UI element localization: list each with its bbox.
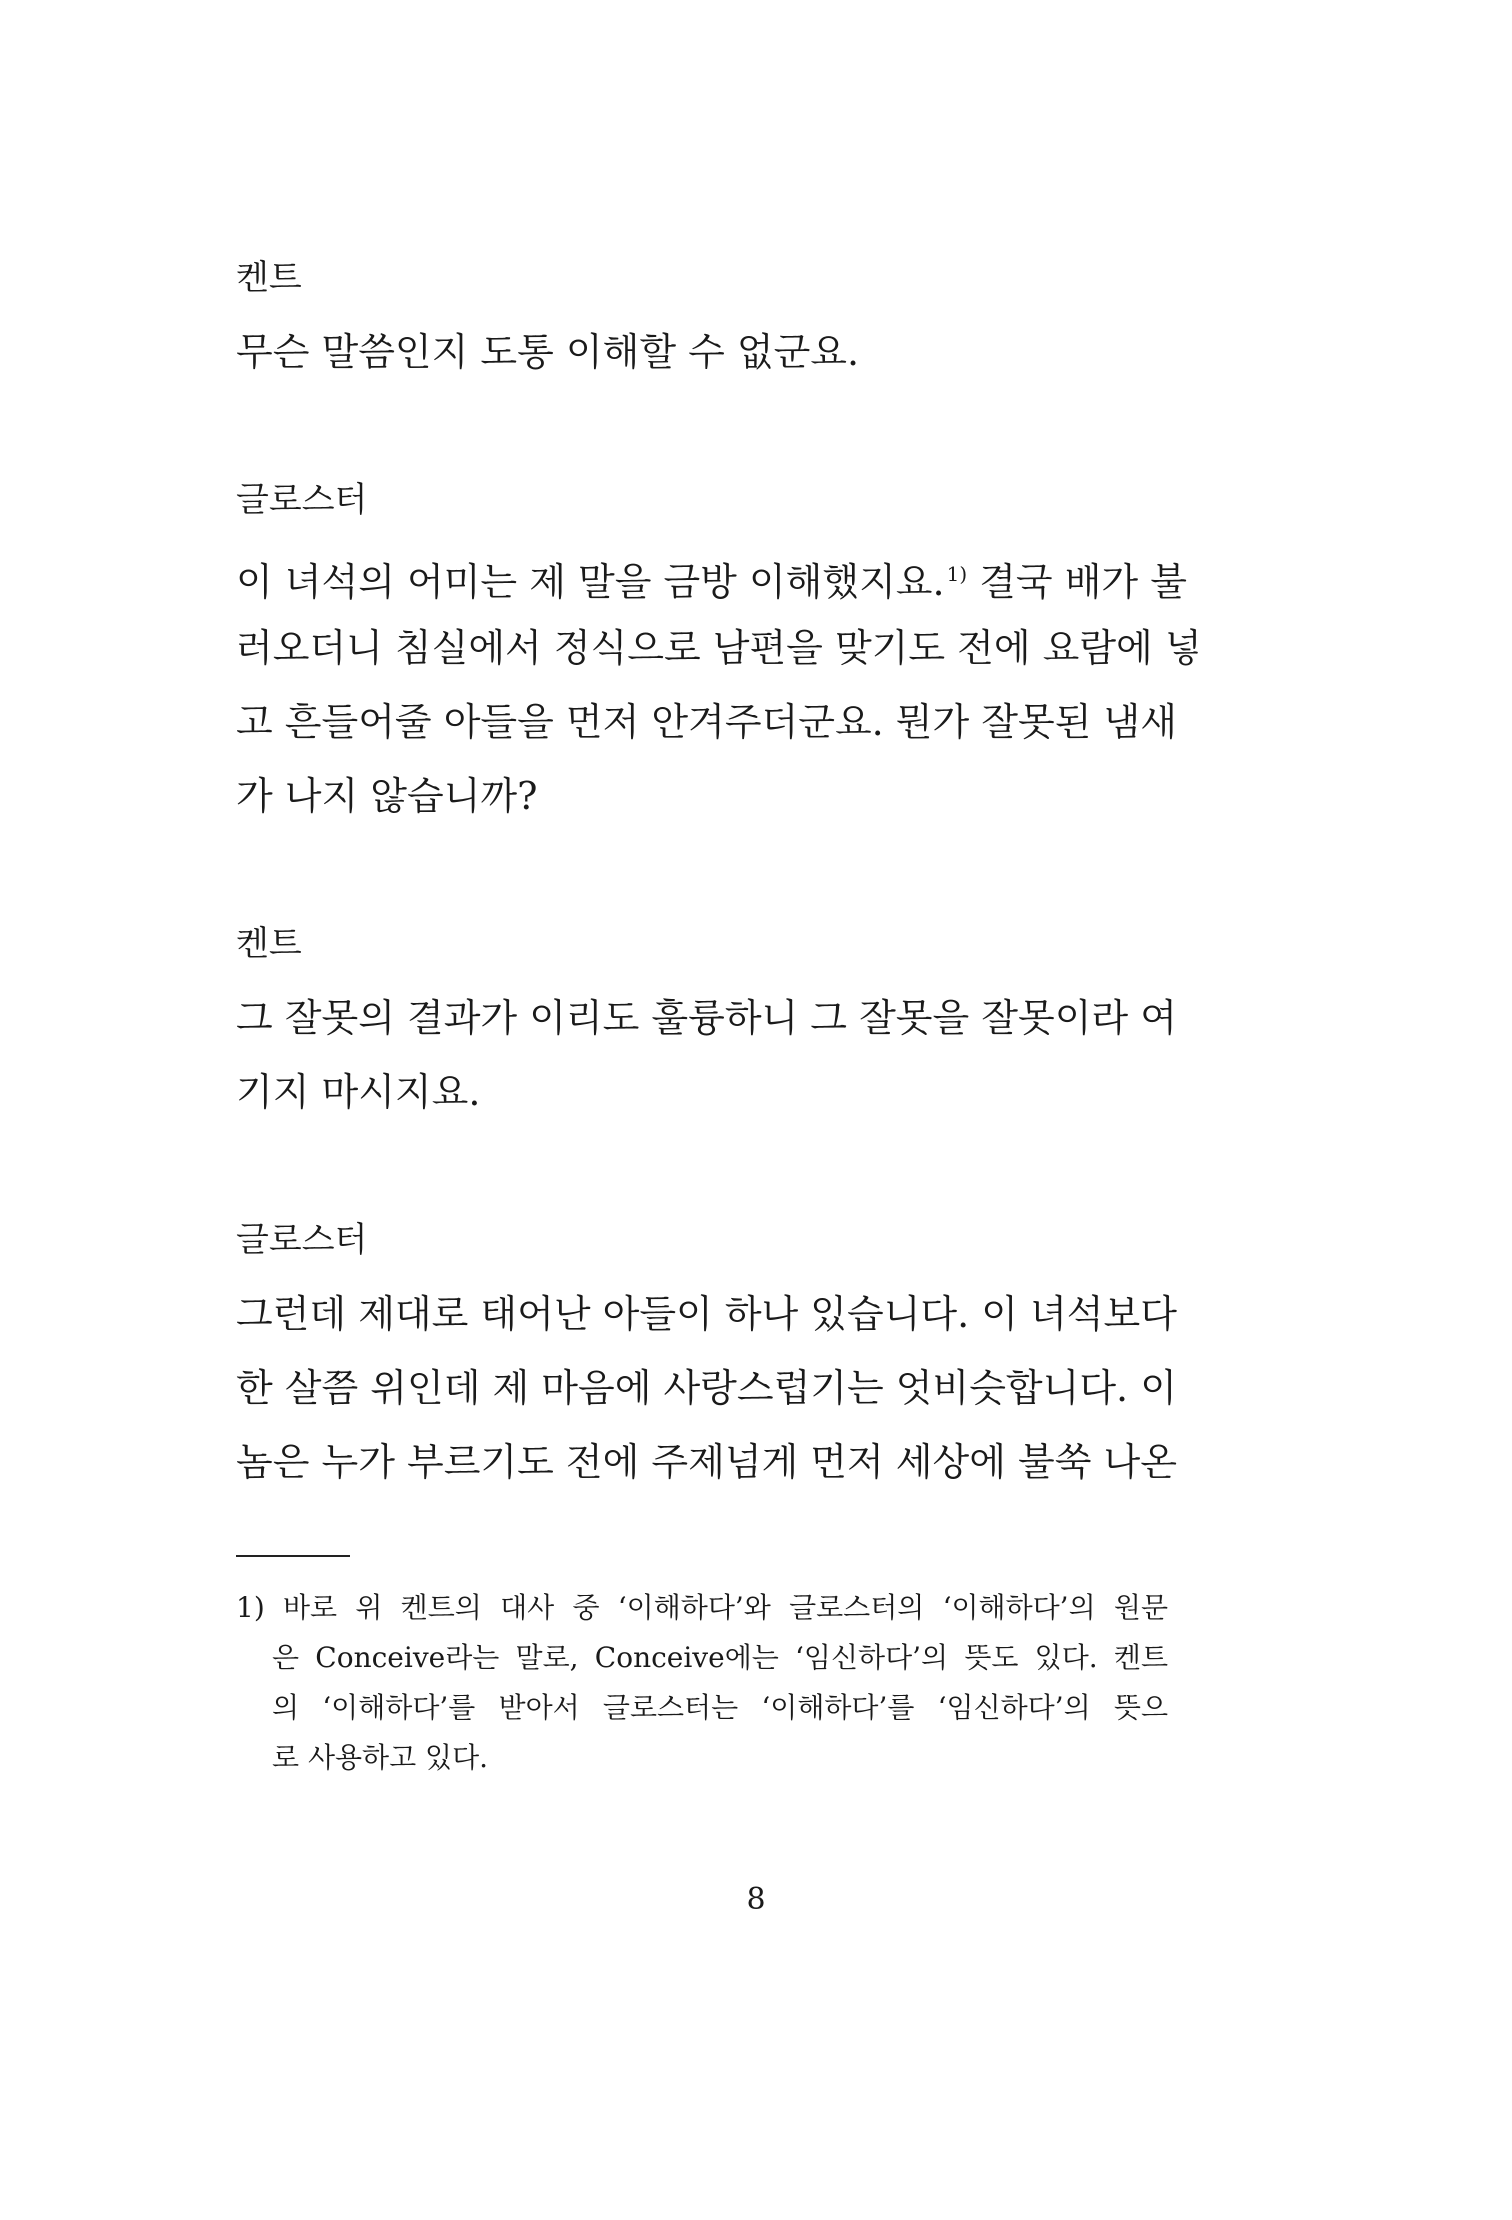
speaker-name: 글로스터 bbox=[236, 1220, 368, 1260]
dialogue-text: 이 녀석의 어미는 제 말을 금방 이해했지요. bbox=[236, 560, 945, 604]
footnote-divider bbox=[236, 1555, 350, 1557]
dialogue-line: 그 잘못의 결과가 이리도 훌륭하니 그 잘못을 잘못이라 여 bbox=[236, 996, 1177, 1040]
dialogue-line: 가 나지 않습니까? bbox=[236, 774, 538, 818]
dialogue-line: 기지 마시지요. bbox=[236, 1070, 481, 1114]
speaker-name: 글로스터 bbox=[236, 480, 368, 520]
dialogue-line bbox=[236, 550, 1187, 606]
speaker-name: 켄트 bbox=[236, 258, 302, 298]
footnote-line: 1) 바로 위 켄트의 대사 중 ‘이해하다’와 글로스터의 ‘이해하다’의 원문 bbox=[236, 1591, 1168, 1624]
dialogue-line: 러오더니 침실에서 정식으로 남편을 맞기도 전에 요람에 넣 bbox=[236, 626, 1202, 670]
footnote-reference: 1) bbox=[946, 562, 968, 586]
footnote-line: 로 사용하고 있다. bbox=[272, 1741, 489, 1774]
footnote-line: 의 ‘이해하다’를 받아서 글로스터는 ‘이해하다’를 ‘임신하다’의 뜻으 bbox=[272, 1691, 1168, 1724]
page-number: 8 bbox=[746, 1882, 766, 1917]
dialogue-line: 고 흔들어줄 아들을 먼저 안겨주더군요. 뭔가 잘못된 냄새 bbox=[236, 700, 1177, 744]
footnote-line: 은 Conceive라는 말로, Conceive에는 ‘임신하다’의 뜻도 있다. 켄트 bbox=[272, 1641, 1168, 1674]
dialogue-line: 그런데 제대로 태어난 아들이 하나 있습니다. 이 녀석보다 bbox=[236, 1292, 1177, 1336]
dialogue-text: 결국 배가 불 bbox=[979, 560, 1187, 604]
dialogue-line: 놈은 누가 부르기도 전에 주제넘게 먼저 세상에 불쑥 나온 bbox=[236, 1440, 1177, 1484]
dialogue-line: 무슨 말씀인지 도통 이해할 수 없군요. bbox=[236, 330, 860, 374]
speaker-name: 켄트 bbox=[236, 924, 302, 964]
dialogue-line: 한 살쯤 위인데 제 마음에 사랑스럽기는 엇비슷합니다. 이 bbox=[236, 1366, 1177, 1410]
